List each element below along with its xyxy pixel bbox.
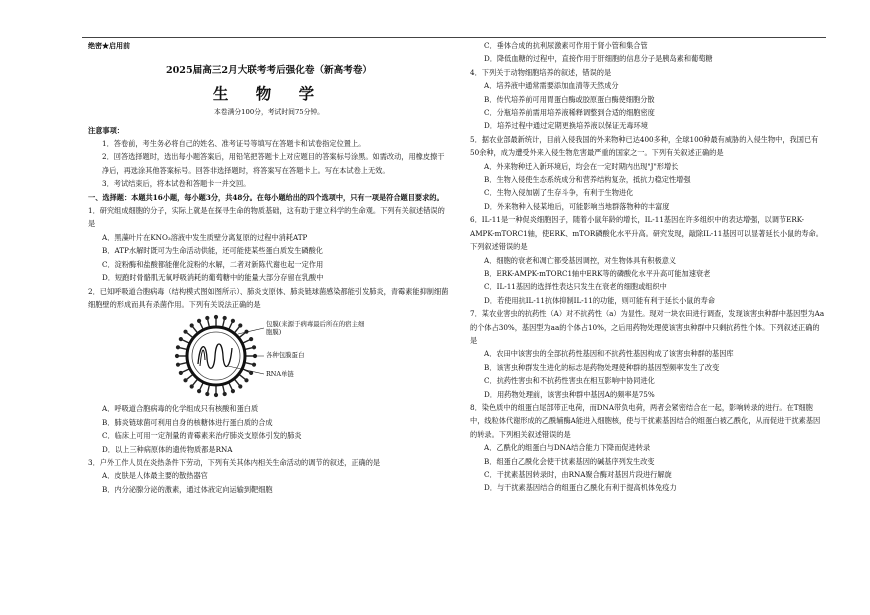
question-option: C．生物入侵加剧了生存斗争，有利于生物进化: [484, 188, 634, 198]
question-option: B．ERK-AMPK-mTORC1轴中ERK等的磷酸化水平升高可能加速衰老: [484, 268, 711, 278]
spike-head: [215, 316, 218, 319]
spike-head: [190, 385, 193, 388]
rna-label: RNA单链: [266, 370, 294, 379]
question-option: B．ATP水解时既可为生命活动供能，还可能使某些蛋白质发生磷酸化: [102, 246, 323, 256]
question-stem: 6．IL-11是一种促炎细胞因子，随着小鼠年龄的增长，IL-11基因在许多组织中的表达增强，以调节ERK-AMPK-mTORC1轴，使ERK、mTOR磷酸化水平升高。研究发现，敲除IL-11基因可以显著延长小鼠的寿命。下列叙述错误的是: [470, 215, 823, 252]
question-stem: 5．据农业部最新统计，目前入侵我国的外来物种已达400多种，全球100种最有威胁的入侵生物中，我国已有50余种，成为遭受外来入侵生物危害最严重的国家之一。下列有关叙述正确的是: [470, 134, 819, 158]
spike-head: [223, 317, 226, 320]
question-option: C．分瓶培养前需用培养液稀释调整到合适的细胞密度: [484, 108, 655, 118]
question-stem: 1．研究组成细胞的分子，实际上就是在探寻生命的物质基础，这有助于建立科学的生命观。下列有关叙述错误的是: [88, 206, 445, 229]
glycoprotein-label: 各种包膜蛋白: [266, 351, 305, 360]
question-option: A．呼吸道合胞病毒的化学组成只有核酸和蛋白质: [102, 404, 259, 414]
secret-tag: 绝密★启用前: [88, 41, 130, 50]
note-item: 1．答卷前，考生务必将自己的姓名、准考证号等填写在答题卡和试卷指定位置上。: [102, 139, 366, 149]
question-option: C．干扰素基因转录时，由RNA聚合酶对基因片段进行解旋: [484, 470, 672, 479]
spike-head: [190, 324, 193, 327]
question-option: D．与干扰素基因结合的组蛋白乙酰化有利于提高机体免疫力: [484, 483, 677, 493]
note-item: 3．考试结束后，将本试卷和答题卡一并交回。: [102, 179, 251, 189]
question-stem: 4．下列关于动物细胞培养的叙述，错误的是: [470, 67, 612, 77]
left-column: [88, 39, 450, 496]
virus-structure-figure: [88, 312, 450, 400]
question-option: D．用药物处理前，该害虫种群中基因A的频率是75%: [484, 389, 655, 399]
question-option: D．以上三种病原体的遗传物质都是RNA: [102, 444, 233, 454]
question-option: A．乙酰化的组蛋白与DNA结合能力下降而促进转录: [484, 443, 651, 453]
header-rule: [82, 37, 826, 38]
question-option: C．临床上可用一定剂量的青霉素来治疗肺炎支原体引发的肺炎: [102, 431, 302, 441]
question-option: A．皮肤是人体最主要的散热器官: [102, 471, 208, 481]
question-option: B．内分泌腺分泌的激素，通过体液定向运输到靶细胞: [102, 484, 273, 494]
spike-head: [223, 393, 226, 396]
spike-head: [184, 331, 187, 334]
question-option: A．细胞的衰老和凋亡都受基因调控，对生物体具有积极意义: [484, 255, 677, 265]
spike-head: [179, 372, 182, 375]
spike-head: [215, 394, 218, 397]
spike-head: [177, 346, 180, 349]
exam-subtitle: 本卷满分100分，考试时间75分钟。: [214, 108, 324, 117]
spike-head: [184, 379, 187, 382]
question-stem: 2．已知呼吸道合胞病毒（结构模式图如图所示）、肺炎支原体、肺炎链球菌感染都能引发肺炎，青霉素能抑制细菌细胞壁的形成而具有杀菌作用。下列有关说法正确的是: [88, 286, 449, 309]
spike-head: [253, 346, 256, 349]
question-option: C．垂体合成的抗利尿激素可作用于肾小管和集合管: [484, 41, 648, 50]
spike-head: [239, 385, 242, 388]
spike-head: [206, 393, 209, 396]
spike-head: [250, 372, 253, 375]
section-heading: 一、选择题：本题共16小题，每小题3分，共48分。在每小题给出的四个选项中，只有一项是符合题目要求的。: [88, 192, 444, 202]
question-option: C．抗药性害虫和不抗药性害虫在相互影响中协同进化: [484, 376, 655, 386]
spike-head: [198, 390, 201, 393]
exam-title: 2025届高三2月大联考考后强化卷（新高考卷）: [165, 65, 373, 77]
question-option: A．培养液中通常需要添加血清等天然成分: [484, 81, 619, 91]
spike-head: [176, 355, 179, 358]
notes-heading: 注意事项：: [88, 125, 124, 135]
question-option: A．黑藻叶片在KNO₃溶液中发生质壁分离复原的过程中消耗ATP: [102, 232, 308, 242]
question-option: C．淀粉酶和盐酸都能催化淀粉的水解，二者对新陈代谢也起一定作用: [102, 259, 324, 269]
question-option: B．该害虫种群发生进化的标志是药物处理使种群的基因型频率发生了改变: [484, 362, 720, 372]
question-option: A．农田中该害虫的全部抗药性基因和不抗药性基因构成了该害虫种群的基因库: [484, 349, 734, 359]
spike-head: [198, 320, 201, 323]
question-option: B．肺炎链球菌可利用自身的核糖体进行蛋白质的合成: [102, 417, 273, 427]
question-option: D．短跑时骨骼肌无氧呼吸消耗的葡萄糖中的能量大部分存留在乳酸中: [102, 273, 324, 283]
spike-head: [239, 324, 242, 327]
spike-head: [232, 320, 235, 323]
envelope-label: 包膜(来源于病毒最后所在的宿主细胞膜): [266, 320, 365, 336]
spike-head: [253, 364, 256, 367]
question-option: B．传代培养前可用胃蛋白酶或胶原蛋白酶使细胞分散: [484, 94, 655, 104]
question-option: D．降低血糖的过程中，直接作用于肝细胞的信息分子是胰岛素和葡萄糖: [484, 54, 713, 64]
spike-head: [250, 338, 253, 341]
question-option: D．若使用抗IL-11抗体抑制IL-11的功能，则可能有利于延长小鼠的寿命: [484, 295, 716, 305]
spike-head: [179, 338, 182, 341]
spike-head: [206, 317, 209, 320]
question-option: B．组蛋白乙酰化会使干扰素基因的碱基序列发生改变: [484, 456, 655, 466]
note-item: 2．回答选择题时，选出每小题答案后，用铅笔把答题卡上对应题目的答案标号涂黑。如需改动，用橡皮擦干净后，再选涂其他答案标号。回答非选择题时，将答案写在答题卡上。写在本试卷上无效。: [102, 152, 445, 175]
question-option: A．外来物种迁入新环境后，均会在一定时期内出现"J"形增长: [484, 161, 679, 171]
question-option: D．外来物种入侵某地后，可能影响当地群落物种的丰富度: [484, 201, 670, 211]
spike-head: [177, 364, 180, 367]
spike-head: [245, 379, 248, 382]
question-option: B．生物入侵使生态系统成分和营养结构复杂，抵抗力稳定性增强: [484, 175, 691, 185]
right-column: [470, 39, 826, 495]
subject-title: 生 物 学: [212, 83, 326, 103]
question-stem: 3．户外工作人员在炎热条件下劳动，下列有关其体内相关生命活动的调节的叙述，正确的是: [88, 457, 381, 467]
question-stem: 8．染色质中的组蛋白尾部带正电荷，而DNA带负电荷，两者会紧密结合在一起，影响转录的进行。在T细胞中，线粒体代谢形成的乙酰辅酶A能进入细胞核，使与干扰素基因结合的组蛋白被乙酰化，从而促进干扰素基因的转录。下列相关叙述错误的是: [470, 402, 821, 439]
question-option: C．IL-11基因的选择性表达只发生在衰老的细胞或组织中: [484, 282, 667, 292]
question-option: D．培养过程中通过定期更换培养液以保证无毒环境: [484, 121, 648, 131]
spike-head: [232, 390, 235, 393]
question-stem: 7．某农业害虫的抗药性（A）对不抗药性（a）为显性。现对一块农田进行调查，发现该害虫种群中基因型为Aa的个体占30%，基因型为aa的个体占10%，之后用药物处理使该害虫种群中只剩抗药性个体。下列叙述正确的是: [470, 309, 825, 345]
